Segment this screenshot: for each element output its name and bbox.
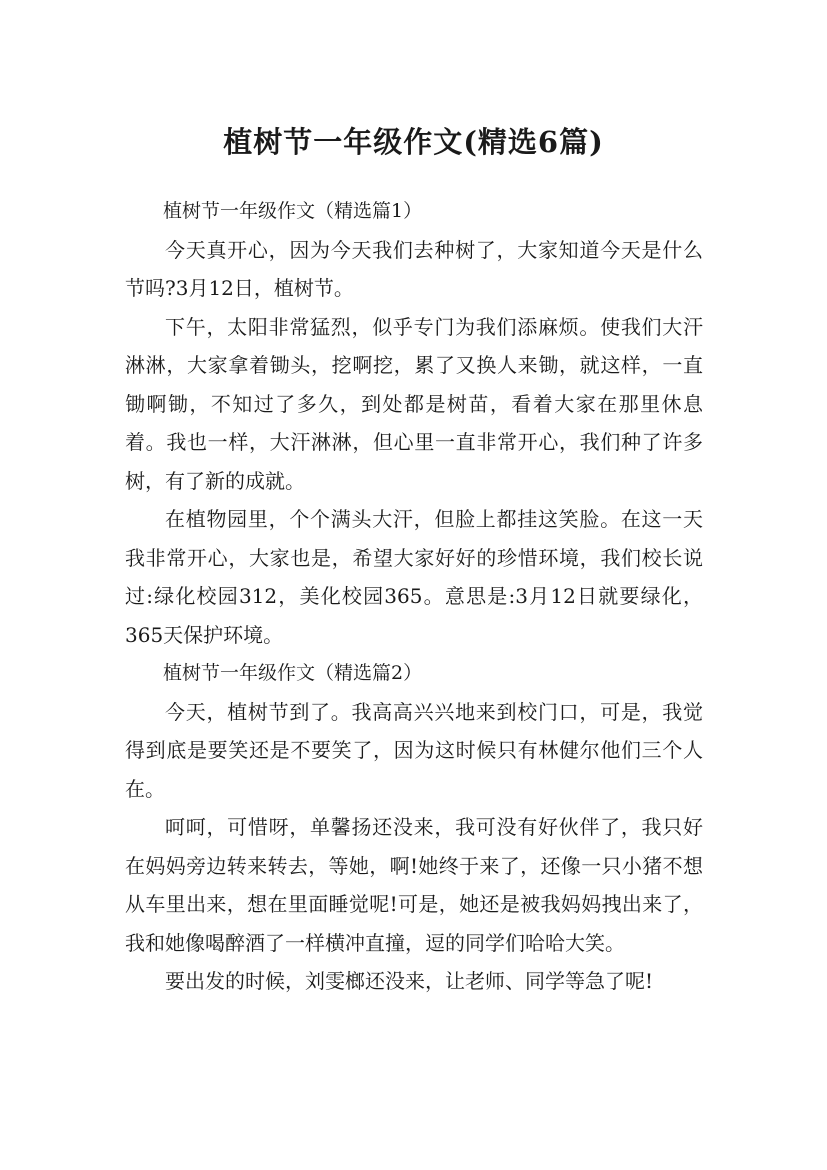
- paragraph: 在植物园里，个个满头大汗，但脸上都挂这笑脸。在这一天我非常开心，大家也是，希望大家好好的珍惜环境，我们校长说过:绿化校园312，美化校园365。意思是:3月12日就要绿化，365天保护环境。: [125, 507, 703, 647]
- section-heading-1: 植树节一年级作文（精选篇1）: [163, 200, 423, 222]
- section-heading-2: 植树节一年级作文（精选篇2）: [163, 662, 423, 684]
- paragraph: 要出发的时候，刘雯榔还没来，让老师、同学等急了呢!: [165, 969, 654, 993]
- document-title: 植树节一年级作文(精选6篇): [223, 125, 604, 160]
- paragraph: 呵呵，可惜呀，单馨扬还没来，我可没有好伙伴了，我只好在妈妈旁边转来转去，等她，啊!她终于来了，还像一只小猪不想从车里出来，想在里面睡觉呢!可是，她还是被我妈妈拽出来了，我和她像喝醉酒了一样横冲直撞，逗的同学们哈哈大笑。: [125, 815, 703, 955]
- paragraph: 下午，太阳非常猛烈，似乎专门为我们添麻烦。使我们大汗淋淋，大家拿着锄头，挖啊挖，累了又换人来锄，就这样，一直锄啊锄，不知过了多久，到处都是树苗，看着大家在那里休息着。我也一样，大汗淋淋，但心里一直非常开心，我们种了许多树，有了新的成就。: [125, 314, 703, 493]
- paragraph: 今天，植树节到了。我高高兴兴地来到校门口，可是，我觉得到底是要笑还是不要笑了，因为这时候只有林健尔他们三个人在。: [125, 699, 703, 801]
- document-body: [125, 192, 703, 1001]
- paragraph: 今天真开心，因为今天我们去种树了，大家知道今天是什么节吗?3月12日，植树节。: [125, 237, 703, 300]
